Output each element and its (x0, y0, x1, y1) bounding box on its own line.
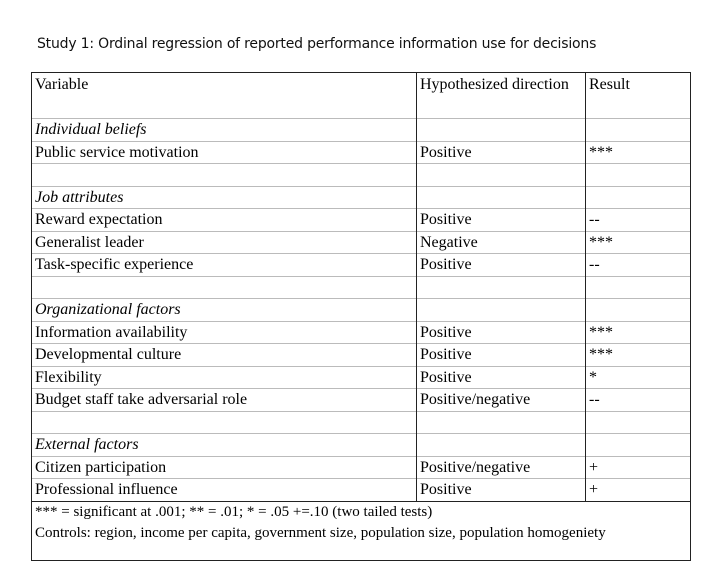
table-row (32, 254, 691, 277)
table-row (32, 479, 691, 502)
footnote-row (32, 501, 691, 560)
significance-note: *** = significant at .001; ** = .01; * = .05 +=.10 (two tailed tests) (35, 503, 433, 520)
cell-variable (32, 164, 417, 187)
cell-result: *** (586, 141, 691, 164)
cell-result (586, 164, 691, 187)
cell-variable: Developmental culture (32, 344, 417, 367)
cell-direction: Positive (417, 321, 586, 344)
cell-direction (417, 411, 586, 434)
header-direction: Hypothesized direction (417, 73, 586, 119)
cell-result: -- (586, 389, 691, 412)
table-row (32, 141, 691, 164)
cell-direction: Positive (417, 254, 586, 277)
cell-result (586, 299, 691, 322)
header-result: Result (586, 73, 691, 119)
table-row (32, 209, 691, 232)
cell-variable: Individual beliefs (32, 119, 417, 142)
cell-direction: Positive (417, 209, 586, 232)
cell-variable: Public service motivation (32, 141, 417, 164)
footnote-cell (32, 501, 691, 560)
cell-result: + (586, 479, 691, 502)
cell-variable (32, 411, 417, 434)
cell-variable: Task-specific experience (32, 254, 417, 277)
cell-result: + (586, 456, 691, 479)
table-header-row (32, 73, 691, 119)
cell-result: * (586, 366, 691, 389)
table-row (32, 389, 691, 412)
cell-direction: Positive/negative (417, 456, 586, 479)
cell-variable: Job attributes (32, 186, 417, 209)
controls-note: Controls: region, income per capita, government size, population size, population homogeniety (35, 524, 606, 541)
table-row (32, 321, 691, 344)
cell-result (586, 434, 691, 457)
section-row (32, 434, 691, 457)
cell-direction (417, 276, 586, 299)
cell-variable (32, 276, 417, 299)
cell-variable: External factors (32, 434, 417, 457)
table-row (32, 164, 691, 187)
cell-variable: Organizational factors (32, 299, 417, 322)
table-row (32, 344, 691, 367)
table-row (32, 411, 691, 434)
cell-direction: Positive (417, 141, 586, 164)
section-row (32, 186, 691, 209)
cell-variable: Reward expectation (32, 209, 417, 232)
cell-result (586, 411, 691, 434)
cell-direction: Positive (417, 366, 586, 389)
cell-variable: Generalist leader (32, 231, 417, 254)
cell-result (586, 276, 691, 299)
cell-result: -- (586, 254, 691, 277)
cell-direction (417, 164, 586, 187)
cell-result (586, 119, 691, 142)
results-table (31, 72, 691, 561)
cell-result: *** (586, 321, 691, 344)
cell-direction: Positive/negative (417, 389, 586, 412)
cell-direction: Negative (417, 231, 586, 254)
cell-direction (417, 299, 586, 322)
cell-variable: Information availability (32, 321, 417, 344)
section-row (32, 299, 691, 322)
cell-direction (417, 434, 586, 457)
cell-result (586, 186, 691, 209)
cell-direction: Positive (417, 479, 586, 502)
cell-direction (417, 119, 586, 142)
section-row (32, 119, 691, 142)
cell-variable: Citizen participation (32, 456, 417, 479)
cell-variable: Flexibility (32, 366, 417, 389)
cell-variable: Budget staff take adversarial role (32, 389, 417, 412)
table-row (32, 231, 691, 254)
cell-variable: Professional influence (32, 479, 417, 502)
table-row (32, 456, 691, 479)
slide-title: Study 1: Ordinal regression of reported performance information use for decisions (37, 36, 597, 52)
cell-direction (417, 186, 586, 209)
table-row (32, 276, 691, 299)
table-row (32, 366, 691, 389)
header-variable: Variable (32, 73, 417, 119)
cell-result: *** (586, 344, 691, 367)
cell-result: *** (586, 231, 691, 254)
cell-direction: Positive (417, 344, 586, 367)
cell-result: -- (586, 209, 691, 232)
